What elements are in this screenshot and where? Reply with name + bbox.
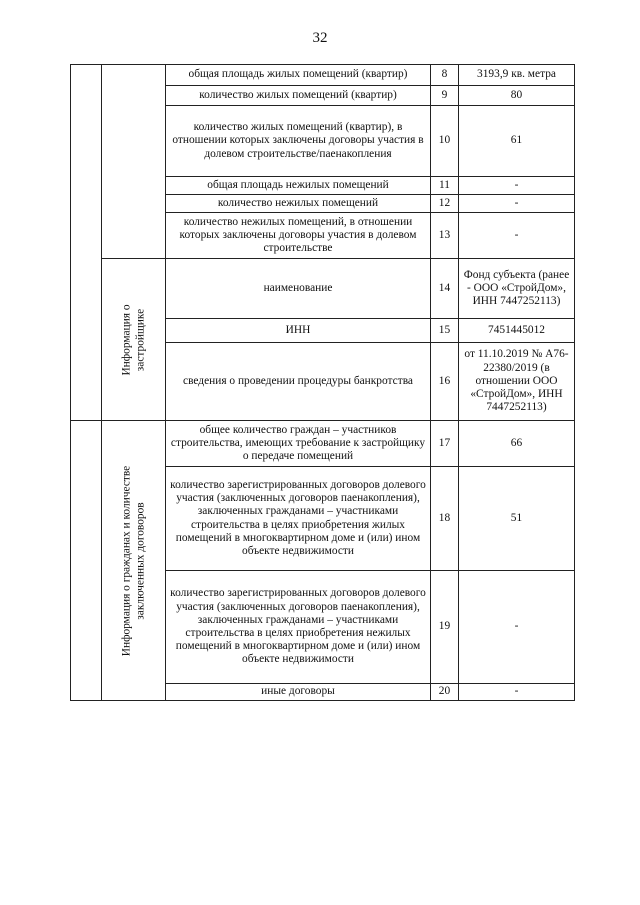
- row-number: 12: [431, 195, 459, 213]
- row-value: Фонд субъекта (ранее - ООО «СтройДом», ИНН 7447252113): [459, 259, 575, 319]
- row-number: 16: [431, 343, 459, 421]
- row-label: количество нежилых помещений, в отношении которых заключены договоры участия в долевом строительстве: [166, 213, 431, 259]
- row-label: сведения о проведении процедуры банкротства: [166, 343, 431, 421]
- row-value: -: [459, 684, 575, 701]
- row-label: количество жилых помещений (квартир), в отношении которых заключены договоры участия в долевом строительстве/паенакопления: [166, 106, 431, 177]
- info-table: [70, 64, 575, 701]
- row-label: общая площадь нежилых помещений: [166, 177, 431, 195]
- row-value: 3193,9 кв. метра: [459, 65, 575, 86]
- row-value: 80: [459, 86, 575, 106]
- section-citizens-info: [102, 421, 166, 701]
- left-margin-cell: [71, 421, 102, 701]
- row-number: 8: [431, 65, 459, 86]
- row-value: 51: [459, 467, 575, 571]
- row-value: -: [459, 177, 575, 195]
- row-number: 11: [431, 177, 459, 195]
- row-value: 61: [459, 106, 575, 177]
- section-title: Информация о гражданах и количестве заключенных договоров: [120, 465, 146, 656]
- table-row: [71, 65, 575, 86]
- row-number: 15: [431, 319, 459, 343]
- row-value: 7451445012: [459, 319, 575, 343]
- row-label: общее количество граждан – участников строительства, имеющих требование к застройщику о передаче помещений: [166, 421, 431, 467]
- row-number: 14: [431, 259, 459, 319]
- section-developer-info: [102, 259, 166, 421]
- section-title: Информация о застройщике: [120, 303, 146, 376]
- row-label: общая площадь жилых помещений (квартир): [166, 65, 431, 86]
- row-number: 10: [431, 106, 459, 177]
- row-number: 9: [431, 86, 459, 106]
- row-number: 20: [431, 684, 459, 701]
- row-label: количество нежилых помещений: [166, 195, 431, 213]
- row-value: -: [459, 195, 575, 213]
- row-value: от 11.10.2019 № А76-22380/2019 (в отношении ООО «СтройДом», ИНН 7447252113): [459, 343, 575, 421]
- row-number: 13: [431, 213, 459, 259]
- section-cell-blank: [102, 65, 166, 259]
- row-label: количество жилых помещений (квартир): [166, 86, 431, 106]
- table-row: [71, 259, 575, 319]
- page-number: 32: [312, 30, 328, 46]
- row-value: -: [459, 571, 575, 684]
- table-row: [71, 421, 575, 467]
- row-label: ИНН: [166, 319, 431, 343]
- row-number: 19: [431, 571, 459, 684]
- row-value: -: [459, 213, 575, 259]
- row-number: 17: [431, 421, 459, 467]
- row-label: наименование: [166, 259, 431, 319]
- row-number: 18: [431, 467, 459, 571]
- left-margin-cell: [71, 65, 102, 421]
- row-label: количество зарегистрированных договоров долевого участия (заключенных договоров паенакопления), заключенных гражданами – участниками строительства в целях приобретения жилых помещений в многоквартирном доме и (или) ином объекте недвижимости: [166, 467, 431, 571]
- row-value: 66: [459, 421, 575, 467]
- row-label: иные договоры: [166, 684, 431, 701]
- row-label: количество зарегистрированных договоров долевого участия (заключенных договоров паенакопления), заключенных гражданами – участниками строительства в целях приобретения нежилых помещений в многоквартирном доме и (или) ином объекте недвижимости: [166, 571, 431, 684]
